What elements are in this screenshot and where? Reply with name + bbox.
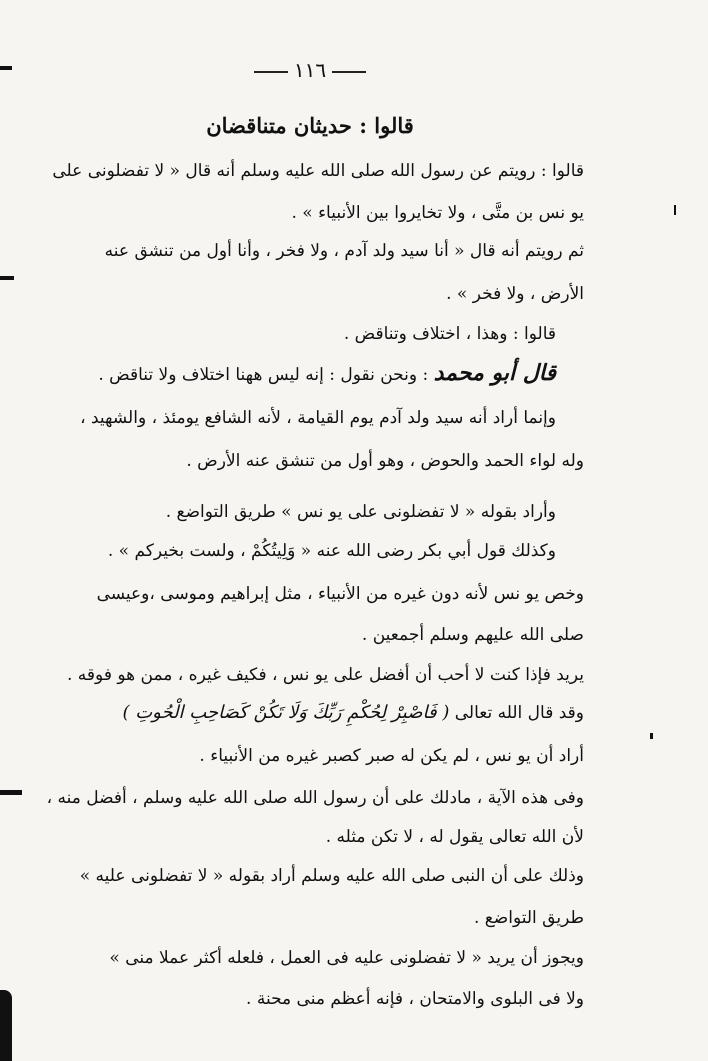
scan-mark: [674, 205, 676, 215]
page-number-dash-right: [332, 71, 366, 73]
text-line-21: ولا فى البلوى والامتحان ، فإنه أعظم منى محنة .: [246, 989, 584, 1009]
text-line-17: لأن الله تعالى يقول له ، لا تكن مثله .: [325, 827, 584, 847]
text-line-6: [98, 362, 556, 386]
text-line-14-intro: وقد قال الله تعالى: [454, 703, 584, 723]
text-line-8: وله لواء الحمد والحوض ، وهو أول من تنشق عنه الأرض .: [186, 451, 584, 471]
text-line-3: ثم رويتم أنه قال « أنا سيد ولد آدم ، ولا فخر ، وأنا أول من تنشق عنه: [104, 241, 584, 261]
text-line-14: [122, 702, 584, 724]
text-line-19: طريق التواضع .: [473, 908, 584, 928]
text-line-20: ويجوز أن يريد « لا تفضلونى عليه فى العمل ، فلعله أكثر عملا منى »: [109, 948, 584, 968]
author-name: قال أبو محمد: [433, 360, 556, 386]
text-line-1: قالوا : رويتم عن رسول الله صلى الله عليه وسلم أنه قال « لا تفضلونى على: [52, 161, 584, 181]
scan-mark: [650, 733, 653, 739]
text-line-10: وكذلك قول أبي بكر رضى الله عنه « وَلِيتُكُمْ ، ولست بخيركم » .: [107, 541, 556, 561]
text-line-11: وخص يو نس لأنه دون غيره من الأنبياء ، مثل إبراهيم وموسى ،وعيسى: [96, 584, 584, 604]
quran-verse: ( فَاصْبِرْ لِحُكْمِ رَبِّكَ وَلَا تَكُنْ كَصَاحِبِ الْحُوتِ ): [122, 702, 450, 723]
text-line-2: يو نس بن متَّى ، ولا تخايروا بين الأنبياء » .: [291, 203, 584, 223]
text-line-16: وفى هذه الآية ، مادلك على أن رسول الله صلى الله عليه وسلم ، أفضل منه ،: [46, 788, 584, 808]
text-line-12: صلى الله عليهم وسلم أجمعين .: [361, 625, 584, 645]
text-line-18: وذلك على أن النبى صلى الله عليه وسلم أراد بقوله « لا تفضلونى عليه »: [79, 866, 584, 886]
scan-mark: [0, 276, 14, 280]
scan-mark: [0, 66, 12, 70]
scan-mark: [0, 990, 12, 1061]
text-line-4: الأرض ، ولا فخر » .: [446, 284, 584, 304]
section-heading: قالوا : حديثان متناقضان: [206, 113, 414, 138]
text-line-15: أراد أن يو نس ، لم يكن له صبر كصبر غيره من الأنبياء .: [199, 746, 584, 766]
text-line-13: يريد فإذا كنت لا أحب أن أفضل على يو نس ، فكيف غيره ، ممن هو فوقه .: [67, 665, 584, 685]
page-number-text: ١١٦: [293, 58, 327, 82]
text-line-5: قالوا : وهذا ، اختلاف وتناقض .: [343, 324, 556, 344]
text-line-6-rest: : ونحن نقول : إنه ليس ههنا اختلاف ولا تناقض .: [98, 365, 429, 385]
text-line-7: وإنما أراد أنه سيد ولد آدم يوم القيامة ، لأنه الشافع يومئذ ، والشهيد ،: [80, 408, 556, 428]
page-number: [0, 58, 620, 82]
text-line-9: وأراد بقوله « لا تفضلونى على يو نس » طريق التواضع .: [165, 502, 556, 522]
scan-mark: [0, 790, 22, 795]
page-number-dash-left: [254, 71, 288, 73]
